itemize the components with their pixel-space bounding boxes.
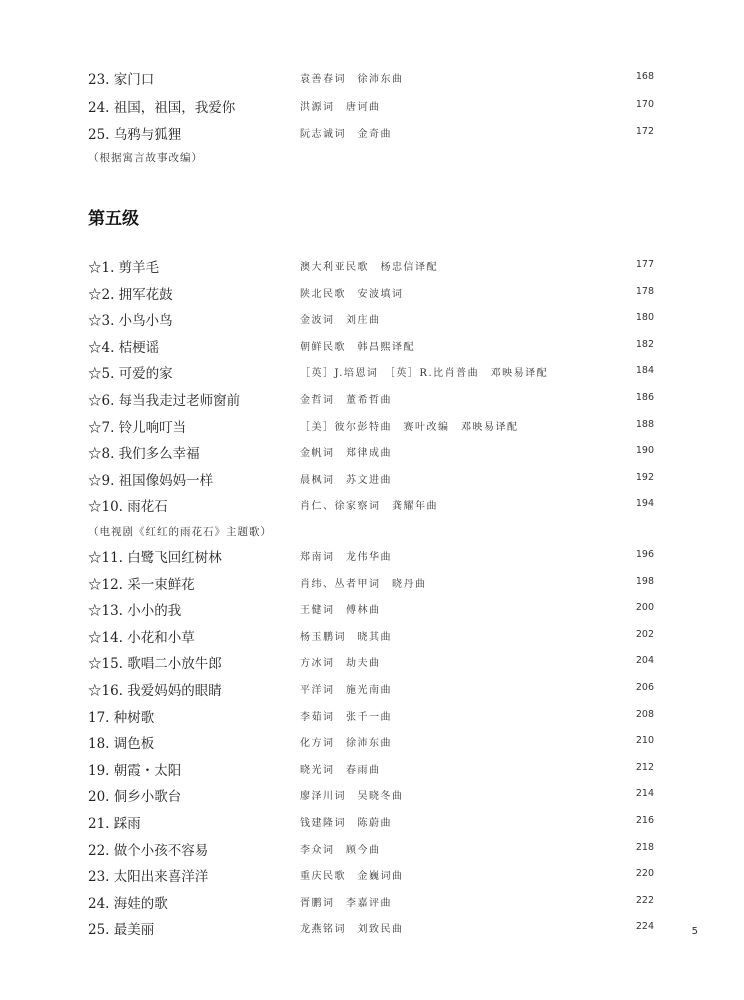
page-folio: 5: [691, 926, 698, 937]
toc-entry: [0, 839, 744, 865]
entry-title: ☆14. 小花和小草: [88, 629, 195, 646]
entry-credit: 阮志诚词 金奇曲: [300, 129, 392, 140]
entry-credit: 李众词 顾今曲: [300, 844, 381, 856]
entry-credit: ［英］J.培恩词 ［英］R.比肖普曲 邓映易译配: [300, 368, 549, 380]
entry-title: ☆11. 白鹭飞回红树林: [88, 550, 222, 566]
toc-entry: [0, 732, 744, 758]
toc-entry: [0, 918, 744, 944]
entry-page-number: 192: [635, 471, 654, 483]
entry-title: ☆1. 剪羊毛: [88, 260, 160, 276]
entry-credit: 晨枫词 苏文进曲: [300, 474, 392, 486]
entry-credit: 澳大利亚民歌 杨忠信译配: [300, 262, 438, 273]
entry-credit: 肖仁、徐家察词 龚耀年曲: [300, 501, 438, 513]
entry-page-number: 190: [635, 445, 654, 457]
entry-title: 24. 祖国，祖国，我爱你: [88, 100, 236, 116]
entry-page-number: 220: [635, 868, 654, 880]
entry-title: ☆12. 采一束鲜花: [88, 576, 195, 593]
toc-entry: [0, 495, 744, 521]
entry-title: ☆3. 小鸟小鸟: [88, 313, 173, 330]
toc-entry: [0, 336, 744, 362]
entry-page-number: 202: [635, 628, 654, 640]
toc-entry: [0, 892, 744, 918]
entry-page-number: 214: [635, 788, 654, 800]
toc-entry: [0, 309, 744, 335]
toc-entry: [0, 256, 744, 282]
entry-title: ☆7. 铃儿响叮当: [88, 419, 187, 436]
entry-page-number: 168: [635, 71, 654, 82]
entry-page-number: 200: [635, 602, 654, 614]
toc-entry: [0, 759, 744, 785]
toc-entry: [0, 812, 744, 838]
entry-title: ☆6. 每当我走过老师窗前: [88, 393, 241, 409]
toc-entry: [0, 546, 744, 572]
entry-credit: 方冰词 劫夫曲: [300, 658, 381, 670]
entry-credit: 王健词 傅林曲: [300, 605, 381, 617]
entry-credit: 钱建隆词 陈蔚曲: [300, 818, 392, 829]
entry-title: 22. 做个小孩不容易: [88, 842, 209, 859]
entry-page-number: 186: [635, 392, 654, 403]
entry-title: ☆16. 我爱妈妈的眼睛: [88, 683, 222, 699]
entry-title: 23. 太阳出来喜洋洋: [88, 869, 209, 886]
entry-page-number: 188: [635, 418, 654, 430]
entry-page-number: 206: [635, 682, 654, 693]
entry-credit: ［美］彼尔彭特曲 赛叶改编 邓映易译配: [300, 421, 519, 433]
entry-credit: 龙燕铭词 刘致民曲: [300, 924, 404, 936]
entry-credit: 李茹词 张千一曲: [300, 711, 392, 723]
entry-page-number: 172: [635, 126, 654, 137]
entry-title: ☆2. 拥军花鼓: [88, 286, 173, 303]
toc-entry: [0, 68, 744, 94]
entry-page-number: 222: [635, 894, 654, 906]
entry-page-number: 216: [635, 815, 654, 826]
entry-credit: 胥鹏词 李嘉评曲: [300, 897, 392, 909]
toc-entry: [0, 96, 744, 122]
top-note: （根据寓言故事改编）: [88, 152, 203, 164]
entry-page-number: 198: [635, 575, 654, 587]
toc-entry: [0, 283, 744, 309]
entry-title: ☆5. 可爱的家: [88, 366, 173, 383]
toc-entry: [0, 442, 744, 468]
entry-credit: 洪源词 唐诃曲: [300, 102, 381, 113]
entry-credit: 金哲词 董希哲曲: [300, 395, 392, 406]
entry-credit: 郑南词 龙伟华曲: [300, 552, 392, 563]
entry-title: ☆13. 小小的我: [88, 603, 182, 620]
entry-page-number: 204: [635, 655, 654, 667]
entry-credit: 金波词 刘庄曲: [300, 315, 381, 327]
entry-credit: 重庆民歌 金巍词曲: [300, 871, 404, 883]
toc-entry: [0, 416, 744, 442]
entry-page-number: 224: [635, 921, 654, 933]
entry-title: ☆8. 我们多么幸福: [88, 446, 200, 463]
toc-entry: [0, 123, 744, 149]
entry-title: 24. 海娃的歌: [88, 895, 168, 912]
toc-entry: [0, 362, 744, 388]
entry-credit: 肖纬、丛者甲词 晓丹曲: [300, 578, 427, 590]
entry-title: 25. 乌鸦与狐狸: [88, 127, 182, 143]
entry-title: 17. 种树歌: [88, 709, 155, 726]
entry-page-number: 210: [635, 735, 654, 747]
entry-page-number: 180: [635, 312, 654, 324]
toc-entry: [0, 626, 744, 652]
toc-entry: [0, 469, 744, 495]
entry-title: 18. 调色板: [88, 736, 155, 753]
section-title: 第五级: [88, 209, 139, 229]
entry-title: ☆10. 雨花石: [88, 499, 168, 516]
entry-credit: 金帆词 郑律成曲: [300, 448, 392, 460]
entry-page-number: 218: [635, 841, 654, 853]
entry-credit: 晓光词 春雨曲: [300, 764, 381, 776]
entry-title: ☆4. 桔梗谣: [88, 339, 160, 356]
entry-page-number: 170: [635, 99, 654, 110]
entry-credit: 朝鲜民歌 韩昌熙译配: [300, 341, 415, 353]
entry-credit: 廖泽川词 吴晓冬曲: [300, 791, 404, 803]
entry-page-number: 178: [635, 285, 654, 297]
entry-title: 25. 最美丽: [88, 922, 155, 939]
entry-page-number: 196: [635, 549, 654, 560]
entry-title: 21. 踩雨: [88, 816, 141, 832]
entry-credit: 化方词 徐沛东曲: [300, 738, 392, 750]
toc-entry: [0, 785, 744, 811]
entry-page-number: 194: [635, 498, 654, 510]
entry-title: 20. 侗乡小歌台: [88, 789, 182, 806]
toc-entry: [0, 389, 744, 415]
entry-page-number: 212: [635, 761, 654, 773]
toc-entry: [0, 679, 744, 705]
entry-page-number: 208: [635, 708, 654, 720]
entry-credit: 杨玉鹏词 晓其曲: [300, 631, 392, 643]
entry-page-number: 182: [635, 338, 654, 350]
entry-title: ☆15. 歌唱二小放牛郎: [88, 656, 222, 673]
entry-page-number: 177: [635, 259, 654, 270]
entry-title: 23. 家门口: [88, 72, 155, 88]
toc-entry: [0, 573, 744, 599]
entry-title: ☆9. 祖国像妈妈一样: [88, 472, 214, 489]
toc-entry: [0, 599, 744, 625]
entry-note: （电视剧《红红的雨花石》主题歌）: [88, 526, 272, 538]
entry-title: 19. 朝霞・太阳: [88, 762, 182, 779]
entry-credit: 袁善春词 徐沛东曲: [300, 74, 404, 85]
toc-entry: [0, 865, 744, 891]
entry-page-number: 184: [635, 365, 654, 377]
toc-entry: [0, 652, 744, 678]
entry-credit: 平洋词 施光南曲: [300, 685, 392, 696]
toc-entry: [0, 706, 744, 732]
entry-credit: 陕北民歌 安波填词: [300, 288, 404, 300]
